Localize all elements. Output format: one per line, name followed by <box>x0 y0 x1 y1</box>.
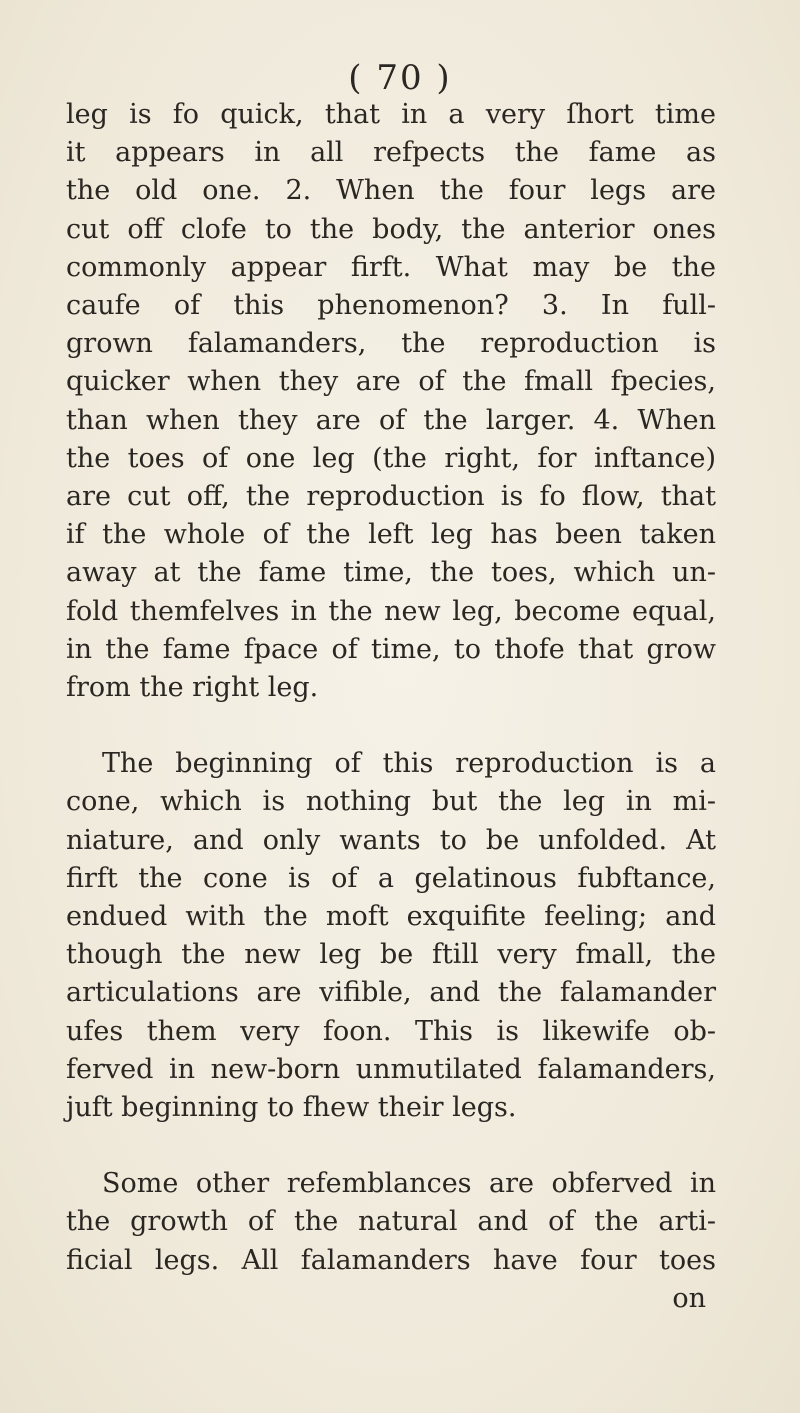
page-number: ( 70 ) <box>348 58 452 98</box>
paragraph-gap <box>66 1127 716 1165</box>
text-line: niature, and only wants to be unfolded. At <box>66 824 716 856</box>
text-line: articulations are vifible, and the falamander <box>66 977 716 1009</box>
text-line: than when they are of the larger. 4. When <box>66 404 716 436</box>
text-line: firft the cone is of a gelatinous fubftance, <box>66 862 716 894</box>
text-line: fold themfelves in the new leg, become equal, <box>66 595 716 627</box>
paragraph-2 <box>66 745 716 1127</box>
text-line: quicker when they are of the fmall fpecies, <box>66 366 716 398</box>
text-line: from the right leg. <box>66 672 319 704</box>
text-line: the growth of the natural and of the arti- <box>66 1206 716 1238</box>
text-line: Some other refemblances are obferved in <box>102 1168 716 1200</box>
text-line: commonly appear firft. What may be the <box>66 251 716 283</box>
text-line: ufes them very foon. This is likewife ob- <box>66 1015 716 1047</box>
text-line: caufe of this phenomenon? 3. In full- <box>66 290 716 322</box>
text-line: in the fame fpace of time, to thofe that grow <box>66 633 716 665</box>
text-line: if the whole of the left leg has been taken <box>66 519 716 551</box>
text-line: ficial legs. All falamanders have four toes <box>66 1244 716 1276</box>
catchword: on <box>672 1282 706 1314</box>
text-line: The beginning of this reproduction is a <box>102 748 716 780</box>
text-line: grown falamanders, the reproduction is <box>66 328 716 360</box>
text-line: juft beginning to fhew their legs. <box>66 1092 517 1124</box>
text-line: the old one. 2. When the four legs are <box>66 175 716 207</box>
text-line: cone, which is nothing but the leg in mi- <box>66 786 716 818</box>
text-line: though the new leg be ftill very fmall, the <box>66 939 716 971</box>
text-line: ferved in new-born unmutilated falamanders, <box>66 1053 716 1085</box>
text-line: cut off clofe to the body, the anterior ones <box>66 213 716 245</box>
text-line: are cut off, the reproduction is fo flow, that <box>66 481 716 513</box>
paragraph-1 <box>66 96 716 707</box>
text-line: leg is fo quick, that in a very ſhort time <box>66 99 716 130</box>
paragraph-gap <box>66 707 716 745</box>
text-line: the toes of one leg (the right, for inftance) <box>66 442 716 474</box>
text-line: away at the fame time, the toes, which un- <box>66 557 716 589</box>
page-body <box>66 96 716 1318</box>
text-line: it appears in all refpects the fame as <box>66 137 716 169</box>
paragraph-3 <box>66 1165 716 1280</box>
text-line: endued with the moft exquifite feeling; and <box>66 901 716 933</box>
